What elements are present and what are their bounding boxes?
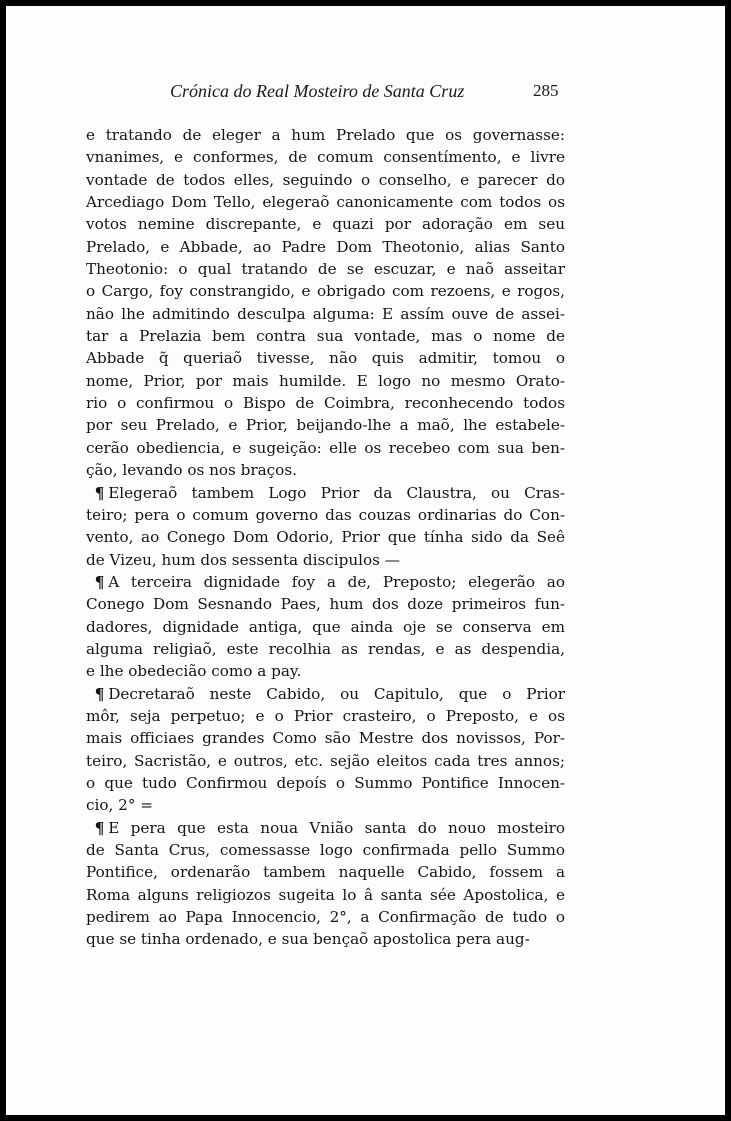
line-text: de Santa Crus, comessasse logo confirmada pello Summo (86, 841, 565, 859)
body-text (86, 124, 565, 951)
line-text: Conego Dom Sesnando Paes, hum dos doze primeiros fun- (86, 595, 565, 614)
text-line (86, 236, 565, 258)
text-line (86, 213, 565, 235)
line-text: vontade de todos elles, seguindo o conselho, e parecer do (86, 170, 565, 189)
text-line (86, 705, 565, 727)
line-text: de Vizeu, hum dos sessenta discipulos — (86, 550, 400, 569)
text-line (86, 482, 565, 504)
line-text: e lhe obedecião como a pay. (86, 662, 302, 681)
text-line (86, 884, 565, 906)
text-line (86, 794, 565, 816)
text-line (86, 124, 565, 146)
text-line (86, 571, 565, 593)
paragraph-mark-icon: ¶ (95, 817, 105, 837)
line-text: mais officiaes grandes Como são Mestre dos novissos, Por- (86, 729, 565, 748)
line-text: Prelado, e Abbade, ao Padre Dom Theotonio, alias Santo (86, 237, 565, 256)
text-line (86, 906, 565, 928)
line-text: e tratando de eleger a hum Prelado que os governasse: (86, 126, 565, 144)
text-line (86, 861, 565, 883)
text-line (86, 414, 565, 436)
text-line (86, 817, 565, 839)
line-text: tar a Prelazia bem contra sua vontade, mas o nome de (86, 327, 565, 346)
line-text: A terceira dignidade foy a de, Preposto; elegerão ao (108, 572, 565, 591)
line-text: Pontifice, ordenarão tambem naquelle Cabido, fossem a (86, 863, 565, 882)
line-text: Arcediago Dom Tello, elegeraõ canonicamente com todos os (86, 193, 565, 212)
text-line (86, 437, 565, 459)
text-line (86, 660, 565, 682)
text-line (86, 683, 565, 705)
text-line (86, 191, 565, 213)
text-line (86, 593, 565, 615)
line-text: Roma alguns religiozos sugeita lo â santa sée Apostolica, e (86, 885, 565, 904)
paragraph-mark-icon: ¶ (95, 683, 105, 703)
page-header (6, 81, 725, 111)
line-text: vnanimes, e conformes, de comum consentímento, e livre (86, 148, 565, 167)
text-line (86, 392, 565, 414)
text-line (86, 526, 565, 548)
line-text: não lhe admitindo desculpa alguma: E assím ouve de assei- (86, 304, 565, 323)
text-line (86, 727, 565, 749)
text-line (86, 504, 565, 526)
text-line (86, 459, 565, 481)
text-line (86, 146, 565, 168)
text-line (86, 169, 565, 191)
line-text: o que tudo Confirmou depoís o Summo Pontifice Innocen- (86, 773, 565, 792)
line-text: votos nemine discrepante, e quazi por adoração em seu (86, 215, 565, 234)
text-line (86, 258, 565, 280)
text-line (86, 616, 565, 638)
paragraph-mark-icon: ¶ (95, 571, 105, 591)
text-line (86, 549, 565, 571)
text-line (86, 280, 565, 302)
line-text: rio o confirmou o Bispo de Coimbra, reconhecendo todos (86, 394, 565, 413)
running-title: Crónica do Real Mosteiro de Santa Cruz (170, 81, 465, 101)
text-line (86, 347, 565, 369)
line-text: E pera que esta noua Vnião santa do nouo mosteiro (108, 818, 565, 837)
text-line (86, 370, 565, 392)
text-line (86, 750, 565, 772)
line-text: vento, ao Conego Dom Odorio, Prior que tínha sido da Seê (86, 528, 565, 547)
line-text: nome, Prior, por mais humilde. E logo no mesmo Orato- (86, 371, 565, 390)
line-text: cerão obediencia, e sugeição: elle os recebeo com sua ben- (86, 438, 565, 457)
paragraph-mark-icon: ¶ (95, 482, 105, 502)
book-page (6, 6, 725, 1115)
line-text: teiro; pera o comum governo das couzas ordinarias do Con- (86, 505, 565, 524)
text-line (86, 928, 565, 950)
line-text: alguma religiaõ, este recolhia as rendas, e as despendia, (86, 639, 565, 658)
line-text: môr, seja perpetuo; e o Prior crasteiro, o Preposto, e os (86, 706, 565, 725)
line-text: Elegeraõ tambem Logo Prior da Claustra, ou Cras- (108, 483, 565, 502)
line-text: Abbade q̃ queriaõ tivesse, não quis admitir, tomou o (86, 349, 565, 368)
line-text: teiro, Sacristão, e outros, etc. sejão eleitos cada tres annos; (86, 751, 565, 770)
text-line (86, 638, 565, 660)
line-text: por seu Prelado, e Prior, beijando-lhe a maõ, lhe estabele- (86, 416, 565, 435)
line-text: que se tinha ordenado, e sua bençaõ apostolica pera aug- (86, 930, 530, 949)
text-line (86, 303, 565, 325)
line-text: ção, levando os nos braços. (86, 461, 297, 480)
line-text: dadores, dignidade antiga, que ainda oje se conserva em (86, 617, 565, 636)
page-number: 285 (533, 81, 559, 100)
line-text: Theotonio: o qual tratando de se escuzar, e naõ asseitar (86, 260, 565, 279)
text-line (86, 325, 565, 347)
text-line (86, 772, 565, 794)
line-text: Decretaraõ neste Cabido, ou Capitulo, que o Prior (108, 684, 565, 703)
line-text: o Cargo, foy constrangido, e obrigado com rezoens, e rogos, (86, 282, 565, 301)
line-text: pedirem ao Papa Innocencio, 2°, a Confirmação de tudo o (86, 908, 565, 927)
line-text: cio, 2° = (86, 796, 153, 815)
text-line (86, 839, 565, 861)
